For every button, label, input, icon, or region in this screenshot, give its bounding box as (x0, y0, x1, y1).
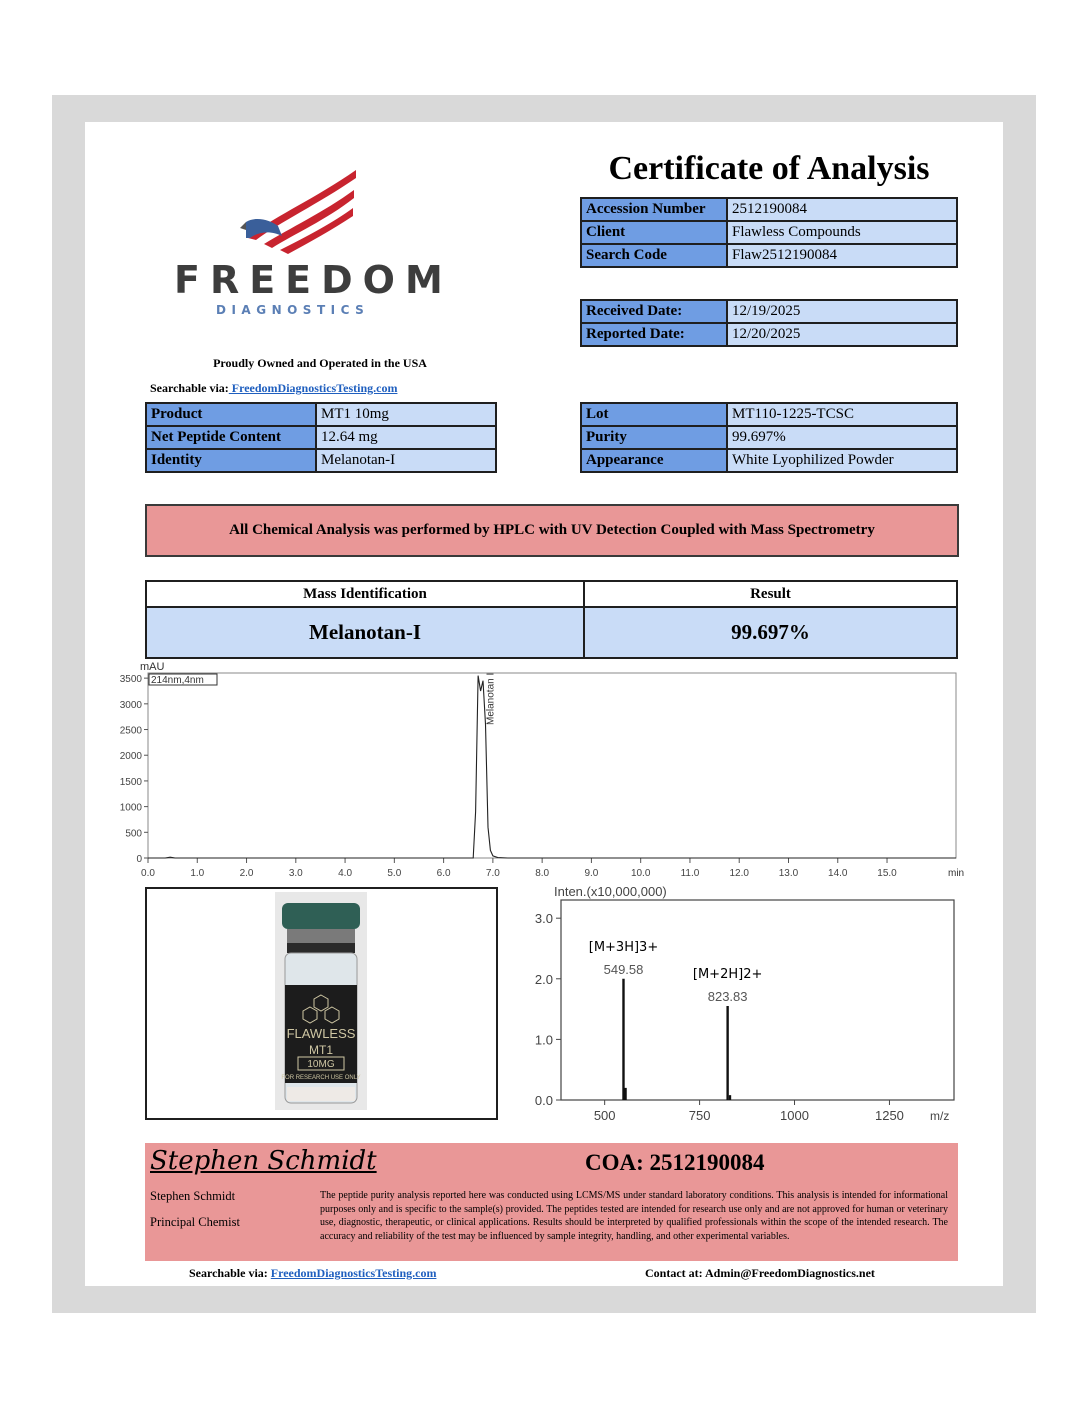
plot-area (148, 673, 956, 858)
x-tick-label: 3.0 (288, 868, 303, 879)
y-axis-label: Inten.(x10,000,000) (554, 884, 667, 899)
lot-label: Lot (581, 403, 727, 426)
table-row (581, 403, 957, 426)
table-row (146, 607, 957, 658)
x-axis-label: min (948, 868, 965, 879)
y-axis (120, 674, 148, 865)
certificate-title: Certificate of Analysis (608, 150, 930, 187)
received-date-value: 12/19/2025 (727, 300, 957, 323)
product-photo-frame (145, 887, 498, 1120)
table-row (146, 403, 496, 426)
signature: Stephen Schmidt (150, 1146, 377, 1176)
mass-spectrum (525, 880, 965, 1130)
x-tick-label: 1250 (874, 1108, 904, 1123)
dates-table (580, 299, 958, 347)
y-tick-label: 1500 (119, 776, 142, 788)
eagle-flag-logo (160, 160, 440, 350)
client-value: Flawless Compounds (727, 221, 957, 244)
x-tick-label: 9.0 (584, 868, 599, 879)
x-axis-label: m/z (930, 1109, 950, 1123)
ion-label: [M+3H]3+ (588, 939, 659, 955)
result-header: Result (584, 581, 957, 607)
signer-name: Stephen Schmidt (150, 1189, 236, 1203)
footer-searchable (189, 1266, 436, 1281)
accession-value: 2512190084 (727, 198, 957, 221)
y-tick-label: 0.0 (534, 1093, 553, 1108)
lot-table (580, 402, 958, 473)
x-axis (594, 1100, 904, 1123)
net-peptide-label: Net Peptide Content (146, 426, 316, 449)
product-value: MT1 10mg (316, 403, 496, 426)
appearance-label: Appearance (581, 449, 727, 472)
footer-searchable-link[interactable]: FreedomDiagnosticsTesting.com (270, 1266, 437, 1280)
y-tick-label: 3500 (119, 674, 142, 686)
y-axis (535, 911, 561, 1108)
table-row (581, 244, 957, 267)
ion-label: [M+2H]2+ (692, 967, 763, 983)
x-tick-label: 15.0 (877, 868, 897, 879)
x-tick-label: 8.0 (535, 868, 550, 879)
identity-label: Identity (146, 449, 316, 472)
brand-subtitle: DIAGNOSTICS (216, 303, 370, 317)
x-tick-label: 13.0 (778, 868, 799, 879)
x-tick-label: 5.0 (387, 868, 402, 879)
y-tick-label: 2000 (119, 751, 142, 763)
table-row (581, 198, 957, 221)
footer-contact: Contact at: Admin@FreedomDiagnostics.net (645, 1266, 875, 1280)
product-label: Product (146, 403, 316, 426)
hplc-chromatogram (110, 658, 970, 888)
purity-label: Purity (581, 426, 727, 449)
table-row (581, 221, 957, 244)
x-tick-label: 14.0 (828, 868, 848, 879)
footer-searchable-label: Searchable via: (189, 1266, 268, 1280)
x-tick-label: 4.0 (338, 868, 353, 879)
searchable-link[interactable]: FreedomDiagnosticsTesting.com (228, 381, 398, 395)
table-row (146, 449, 496, 472)
net-peptide-value: 12.64 mg (316, 426, 496, 449)
plot-area (561, 900, 954, 1100)
brand-name: FREEDOM (174, 258, 453, 302)
lot-value: MT110-1225-TCSC (727, 403, 957, 426)
vial-note: FOR RESEARCH USE ONLY (281, 1075, 361, 1081)
y-tick-label: 500 (125, 828, 142, 840)
y-tick-label: 3.0 (534, 911, 553, 927)
vial-dose: 10MG (307, 1059, 335, 1070)
mass-identification-table (145, 580, 958, 659)
vial-brand: FLAWLESS (286, 1026, 356, 1041)
y-tick-label: 1000 (119, 802, 142, 814)
coa-number: COA: 2512190084 (585, 1150, 765, 1175)
accession-table (580, 197, 958, 268)
x-tick-label: 10.0 (630, 868, 651, 879)
vial-image (147, 889, 496, 1118)
method-banner: All Chemical Analysis was performed by HPLC with UV Detection Coupled with Mass Spectrometry (145, 504, 959, 557)
table-row (581, 426, 957, 449)
y-axis-label: mAU (140, 661, 165, 673)
table-row (581, 300, 957, 323)
table-row (581, 323, 957, 346)
searchable-label: Searchable via: (150, 381, 229, 395)
product-table (145, 402, 497, 473)
x-tick-label: 0.0 (141, 868, 155, 879)
mz-label: 549.58 (603, 961, 644, 977)
owned-statement: Proudly Owned and Operated in the USA (213, 356, 427, 370)
mass-id-value: Melanotan-I (146, 607, 584, 658)
table-row (146, 426, 496, 449)
accession-label: Accession Number (581, 198, 727, 221)
x-tick-label: 1000 (780, 1108, 809, 1123)
x-axis (141, 858, 897, 879)
received-date-label: Received Date: (581, 300, 727, 323)
y-tick-label: 0 (136, 854, 142, 865)
appearance-value: White Lyophilized Powder (727, 449, 957, 472)
detector-label: 214nm,4nm (151, 675, 204, 686)
y-tick-label: 2.0 (534, 971, 553, 987)
table-header-row (146, 581, 957, 607)
x-tick-label: 11.0 (680, 868, 700, 879)
y-tick-label: 3000 (119, 699, 142, 711)
purity-value: 99.697% (727, 426, 957, 449)
x-tick-label: 7.0 (485, 868, 500, 879)
x-tick-label: 1.0 (190, 868, 205, 879)
y-tick-label: 2500 (119, 725, 142, 737)
result-value: 99.697% (584, 607, 957, 658)
table-row (581, 449, 957, 472)
mz-label: 823.83 (707, 989, 748, 1005)
searchable-line (150, 381, 397, 396)
disclaimer-text: The peptide purity analysis reported here was conducted using LCMS/MS under standard laboratory conditions. This analysis is intended for informational purposes only and is specific to the sample(s) provided. The peptides tested are intended for research use only and are not approved for human or veterinary use, diagnostic, therapeutic, or clinical applications. Results should be interpreted by qualified professionals within the scope of the intended research. The accuracy and reliability of the test may be influenced by sample integrity, handling, and other experimental variables. (320, 1190, 948, 1242)
mass-id-header: Mass Identification (146, 581, 584, 607)
x-tick-label: 750 (688, 1108, 711, 1123)
vial-product: MT1 (309, 1043, 333, 1057)
reported-date-label: Reported Date: (581, 323, 727, 346)
search-code-value: Flaw2512190084 (727, 244, 957, 267)
identity-value: Melanotan-I (316, 449, 496, 472)
peak-label: Melanotan I (485, 672, 497, 725)
x-tick-label: 6.0 (436, 868, 451, 879)
client-label: Client (581, 221, 727, 244)
search-code-label: Search Code (581, 244, 727, 267)
y-tick-label: 1.0 (534, 1032, 553, 1048)
x-tick-label: 12.0 (729, 868, 749, 879)
signer-title: Principal Chemist (150, 1215, 240, 1229)
x-tick-label: 500 (593, 1108, 616, 1123)
reported-date-value: 12/20/2025 (727, 323, 957, 346)
x-tick-label: 2.0 (239, 868, 254, 879)
